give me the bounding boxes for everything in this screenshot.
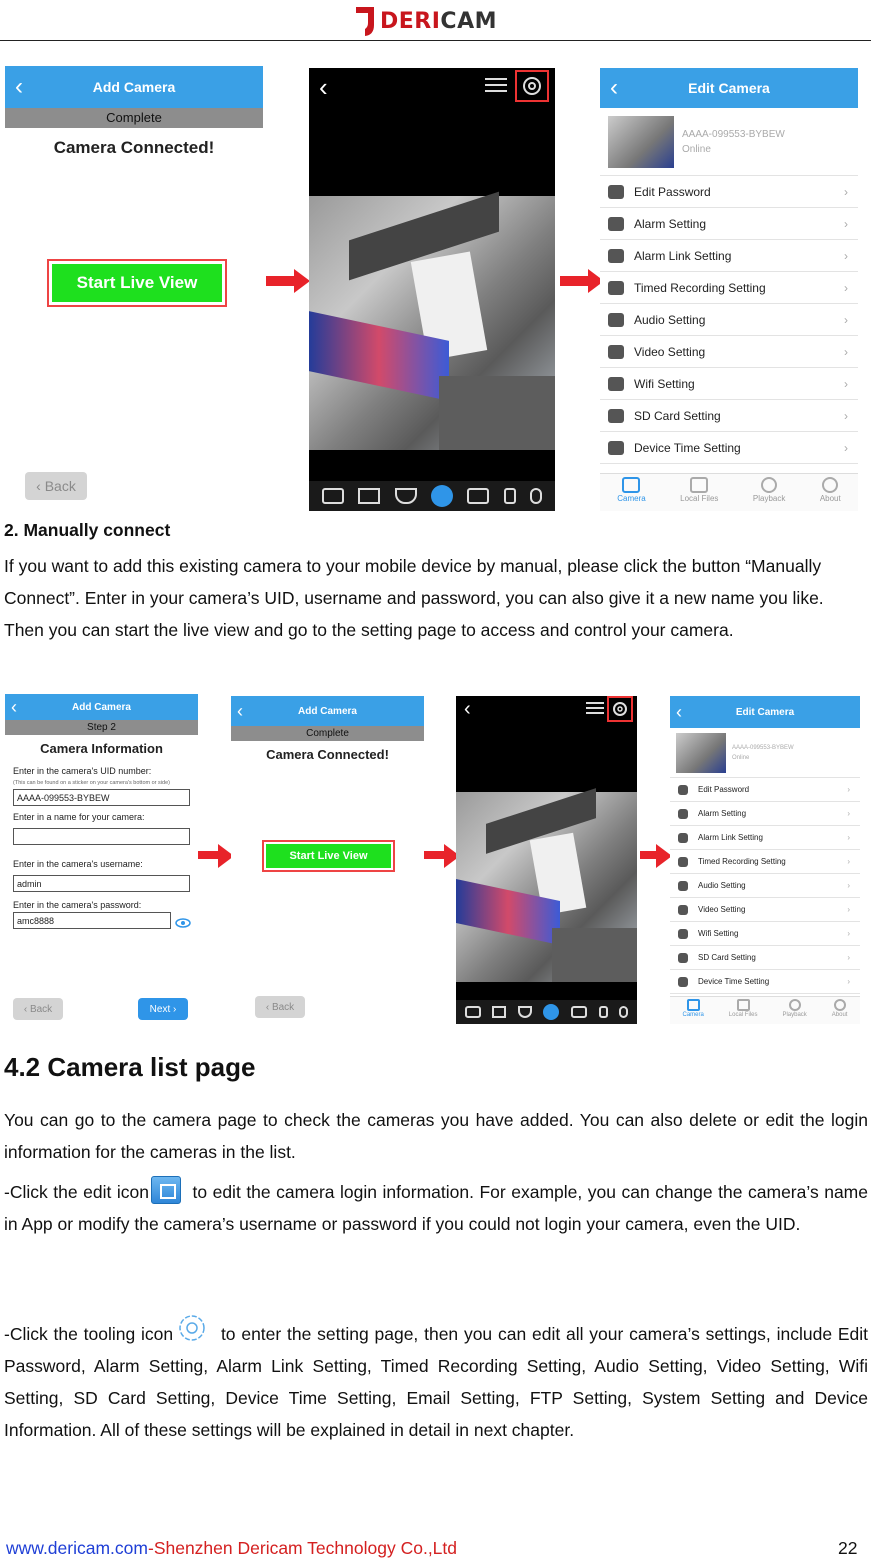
send-icon[interactable] [492,1006,506,1018]
gear-icon[interactable] [519,74,545,98]
settings-list [670,778,860,994]
gear-icon[interactable] [611,700,629,718]
setting-item-timed-recording[interactable]: Timed Recording Setting › [600,272,858,304]
edit-icon [151,1176,181,1204]
camera-uid: AAAA-099553-BYBEW [732,744,794,751]
snapshot-icon[interactable] [431,485,453,507]
wifi-icon [608,377,624,391]
back-button[interactable]: ‹ Back [13,998,63,1020]
setting-item-alarm[interactable]: Alarm Setting › [670,802,860,826]
flow-arrow [198,851,220,859]
flow-arrow [424,851,446,859]
uid-input[interactable]: AAAA-099553-BYBEW [13,789,190,806]
section-heading-manual-connect: 2. Manually connect [4,520,171,540]
fig1-live-view-screen [309,68,555,511]
microphone-icon[interactable] [619,1006,628,1018]
show-password-eye-icon[interactable] [175,918,191,928]
speaker-icon [678,881,688,891]
setting-item-wifi[interactable]: Wifi Setting › [600,368,858,400]
manual-connect-paragraph: If you want to add this existing camera to your mobile device by manual, please click the button “Manually Connect”. Enter in your camera’s UID, username and password, you can also give it a new name you like. Then you can start the live view and go to the setting page to access and control your camera. [4,556,824,640]
brand-logo [354,4,497,38]
bottom-tab-bar [670,996,860,1024]
navbar-title: Edit Camera [735,706,795,718]
fig1-add-camera-screen [5,66,263,511]
footer-website-link[interactable]: www.dericam.com [6,1538,148,1558]
footer-separator: - [147,1538,154,1558]
dericam-logo-icon [354,5,376,37]
camera-feed-image [309,196,555,450]
video-icon [608,281,624,295]
camera-thumbnail [676,733,726,773]
setting-item-device-time[interactable]: Device Time Setting › [670,970,860,994]
fig2-edit-camera-screen [670,696,860,1024]
header-divider [0,40,871,41]
camera-summary[interactable] [670,728,860,778]
person-icon [822,477,838,493]
tab-about[interactable]: About [832,997,848,1024]
camera-thumbnail [608,116,674,168]
fig2-connected-screen [231,696,424,1024]
sliders-icon[interactable] [483,74,509,96]
setting-item-video[interactable]: Video Setting › [600,336,858,368]
camera-status: Online [682,143,711,155]
files-icon [690,477,708,493]
person-icon [834,999,846,1011]
clock-icon [608,441,624,455]
setting-item-audio[interactable]: Audio Setting › [670,874,860,898]
back-chevron-icon[interactable]: ‹ [676,701,682,722]
tab-camera[interactable]: Camera [682,997,703,1024]
lock-icon [678,785,688,795]
camera-uid: AAAA-099553-BYBEW [682,128,785,140]
fig2-step2-navbar [5,694,198,720]
footer-company-name: Shenzhen Dericam Technology Co.,Ltd [153,1538,458,1558]
back-button[interactable]: ‹ Back [25,472,87,500]
camera-list-paragraph-1: You can go to the camera page to check the cameras you have added. You can also delete or edit the login information for the cameras in the list. [4,1110,868,1162]
name-label: Enter in a name for your camera: [13,812,145,822]
film-icon [608,345,624,359]
gear-icon [173,1312,211,1346]
bell-icon [608,217,624,231]
start-live-view-button[interactable]: Start Live View [52,264,222,302]
setting-item-edit-password[interactable]: Edit Password › [670,778,860,802]
username-label: Enter in the camera's username: [13,859,143,869]
page-number: 22 [838,1538,858,1558]
tab-playback[interactable]: Playback [753,474,785,511]
film-icon [678,905,688,915]
speaker-icon[interactable] [599,1006,608,1018]
tab-playback[interactable]: Playback [782,997,806,1024]
playback-icon [789,999,801,1011]
navbar-title: Add Camera [72,701,131,713]
clock-icon [678,977,688,987]
setting-item-video[interactable]: Video Setting › [670,898,860,922]
back-chevron-icon[interactable]: ‹ [237,700,243,721]
fig1-add-camera-navbar [5,66,263,108]
setting-item-timed-recording[interactable]: Timed Recording Setting › [670,850,860,874]
playback-icon [761,477,777,493]
setting-item-alarm-link[interactable]: Alarm Link Setting › [670,826,860,850]
camera-list-paragraph-3: -Click the tooling icon to enter the setting page, then you can edit all your camera’s settings, include Edit Password, Alarm Setting, Alarm Link Setting, Timed Recording Setting, Audio Setting, Video Setting, Wifi Setting, SD Card Setting, Device Time Setting, Email Setting, FTP Setting, System Setting and Device Information. All of these settings will be explained in detail in next chapter. [4,1312,868,1446]
lock-icon [608,185,624,199]
navbar-title: Add Camera [92,79,176,95]
back-chevron-icon[interactable]: ‹ [15,73,23,100]
send-icon[interactable] [358,488,380,504]
step-label: Complete [5,108,263,128]
sliders-icon[interactable] [585,700,605,716]
camera-summary[interactable] [600,108,858,176]
fig2-live-view-screen [456,696,637,1024]
fig2-edit-camera-navbar [670,696,860,728]
step-label: Step 2 [5,720,198,735]
fig2-step2-screen [5,694,198,1024]
fig1-edit-camera-navbar [600,68,858,108]
fig1-edit-camera-screen [600,68,858,511]
setting-item-sd-card[interactable]: SD Card Setting › [670,946,860,970]
setting-item-sd-card[interactable]: SD Card Setting › [600,400,858,432]
flow-arrow [560,276,590,286]
tab-local-files[interactable]: Local Files [680,474,718,511]
connected-headline: Camera Connected! [266,747,389,762]
sdcard-icon [678,953,688,963]
record-icon[interactable] [467,488,489,504]
setting-item-alarm-link[interactable]: Alarm Link Setting › [600,240,858,272]
bell-icon [678,833,688,843]
speaker-icon[interactable] [504,488,516,504]
back-chevron-icon[interactable]: ‹ [610,74,618,101]
section-heading-camera-list: 4.2 Camera list page [4,1052,256,1082]
speaker-icon [608,313,624,327]
wifi-icon [678,929,688,939]
sdcard-icon [608,409,624,423]
bell-icon [678,809,688,819]
back-chevron-icon[interactable]: ‹ [319,72,328,102]
tab-camera[interactable]: Camera [617,474,645,511]
setting-item-wifi[interactable]: Wifi Setting › [670,922,860,946]
gallery-icon[interactable] [322,488,344,504]
connected-headline: Camera Connected! [53,138,215,157]
camera-info-headline: Camera Information [40,741,163,756]
password-input[interactable]: amc8888 [13,912,171,929]
step-label: Complete [231,726,424,741]
alert-icon[interactable] [395,488,417,504]
snapshot-icon[interactable] [543,1004,559,1020]
camera-icon [622,477,640,493]
alert-icon[interactable] [518,1006,532,1018]
tab-local-files[interactable]: Local Files [729,997,758,1024]
password-label: Enter in the camera's password: [13,900,142,910]
files-icon [737,999,750,1011]
settings-list [600,176,858,464]
setting-item-audio[interactable]: Audio Setting › [600,304,858,336]
back-chevron-icon[interactable]: ‹ [11,696,17,717]
fig2-connected-navbar [231,696,424,726]
next-button[interactable]: Next › [138,998,188,1020]
setting-item-device-time[interactable]: Device Time Setting › [600,432,858,464]
username-input[interactable]: admin [13,875,190,892]
name-input[interactable] [13,828,190,845]
gallery-icon[interactable] [465,1006,481,1018]
microphone-icon[interactable] [530,488,542,504]
camera-icon [687,999,700,1011]
navbar-title: Edit Camera [688,80,770,96]
uid-hint: (This can be found on a sticker on your camera's bottom or side) [13,780,170,786]
brand-name: DERICAM [380,8,497,34]
setting-item-alarm[interactable]: Alarm Setting › [600,208,858,240]
page-footer [6,1538,457,1559]
back-chevron-icon[interactable]: ‹ [464,698,471,720]
navbar-title: Add Camera [298,705,357,717]
camera-list-paragraph-2: -Click the edit icon to edit the camera login information. For example, you can change the camera’s name in App or modify the camera’s username or password if you could not login your camera, even the UID. [4,1176,868,1240]
video-icon [678,857,688,867]
record-icon[interactable] [571,1006,587,1018]
camera-status: Online [732,754,750,761]
back-button[interactable]: ‹ Back [255,996,305,1018]
flow-arrow [266,276,296,286]
tab-about[interactable]: About [820,474,841,511]
bottom-tab-bar [600,473,858,511]
bell-icon [608,249,624,263]
start-live-view-button[interactable]: Start Live View [266,844,391,868]
flow-arrow [640,851,658,859]
camera-feed-image [456,792,637,982]
uid-label: Enter in the camera's UID number: [13,766,152,776]
setting-item-edit-password[interactable]: Edit Password › [600,176,858,208]
